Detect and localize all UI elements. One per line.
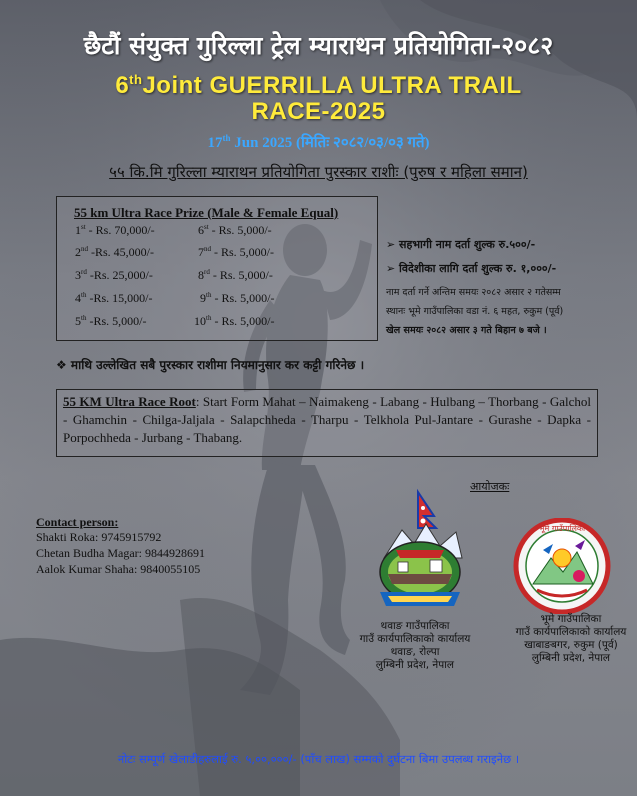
date-rest: Jun 2025 (मितिः २०८२/०३/०३ गते) [230,135,430,151]
bhume-organizer [486,613,637,665]
prize-rank-suffix: st [81,223,86,231]
prize-rank: 10 [194,314,206,328]
prize-right-4 [200,291,274,306]
date-day: 17 [207,135,223,151]
prize-right-5 [194,314,274,329]
prize-rank: 3 [75,268,81,282]
contact-person: Shakti Roka: 9745915792 [36,530,162,544]
prize-rank: 9 [200,291,206,305]
prize-left-1 [75,223,155,238]
prize-rank: 1 [75,223,81,237]
thawang-organizer [330,620,500,672]
contact-person: Aalok Kumar Shaha: 9840055105 [36,562,201,576]
prize-rank: 2 [75,245,81,259]
insurance-note: नोटः सम्पूर्ण खेलाडीहरुलाई रु. ५,००,०००/- (पाँच लाख) सम्मको दुर्घटना बिमा उपलब्ध गराइनेछ । [117,752,520,766]
prize-rank: 7 [198,245,204,259]
prize-amount: - Rs. 70,000/- [85,223,155,237]
prize-rank-suffix: st [204,223,209,231]
prize-left-4 [75,291,152,306]
thawang-line: लुम्बिनी प्रदेश, नेपाल [375,659,455,671]
thawang-municipality-logo [374,488,466,614]
venue: स्थानः भूमे गाउँपालिका वडा नं. ६ महत, रुकुम (पूर्व) [386,306,564,317]
prize-rank-suffix: rd [204,268,210,276]
bhume-line: खाबाङबगर, रुकुम (पूर्व) [524,639,618,651]
prize-amount: - Rs. 5,000/- [211,245,274,259]
race-time: खेल समयः २०८२ असार ३ गते बिहान ७ बजे । [386,325,547,336]
prize-amount: -Rs. 15,000/- [86,291,153,305]
bhume-line: गाउँ कार्यपालिकाको कार्यालय [515,626,627,638]
prize-rank-suffix: rd [81,268,87,276]
thawang-line: थवाङ, रोल्पा [390,646,440,658]
contact-title: Contact person: [36,515,119,529]
title-english-line1 [0,72,637,100]
prize-right-3 [198,268,273,283]
prize-left-3 [75,268,153,283]
route-stops: : Start Form Mahat – Naimakeng - Labang - Hulbang – Thorbang - Galchol - Ghamchin - Chilga-Jaljala - Salapchheda - Tharpu - Telkhola Pul-Jantare - Gurashe - Dapka - Porpochheda - Jurbang - Thabang. [63,394,591,445]
title-nepali: छैटौं संयुक्त गुरिल्ला ट्रेल म्याराथन प्रतियोगिता-२०८२ [83,31,554,60]
prize-rank-suffix: th [206,291,212,299]
title-ordinal-number: 6 [115,72,130,99]
participant-fee: ➢ सहभागी नाम दर्ता शुल्क रु.५००/- [386,238,536,251]
title-english-line2: RACE-2025 [251,98,386,125]
bhume-line: भूमे गाउँपालिका [540,613,602,625]
prize-right-1 [198,223,272,238]
prize-rank: 8 [198,268,204,282]
foreigner-fee: ➢ विदेशीका लागि दर्ता शुल्क रु. १,०००/- [386,262,557,275]
prize-amount: -Rs. 25,000/- [86,268,153,282]
prize-title: 55 km Ultra Race Prize (Male & Female Equal) [74,205,339,220]
prize-left-2 [75,245,154,260]
prize-amount: -Rs. 5,000/- [86,314,147,328]
prize-rank-suffix: th [206,314,212,322]
tax-deduction-note: ❖ माथि उल्लेखित सबै पुरस्कार राशीमा नियमानुसार कर कट्टी गरिनेछ । [56,358,365,372]
prize-left-5 [75,314,146,329]
registration-deadline: नाम दर्ता गर्ने अन्तिम समयः २०८२ असार २ गतेसम्म [386,287,561,298]
prize-heading-nepali: ५५ कि.मि गुरिल्ला म्याराथन प्रतियोगिता पुरस्कार राशीः (पुरुष र महिला समान) [109,163,528,181]
event-date [0,132,637,152]
bhume-line: लुम्बिनी प्रदेश, नेपाल [531,652,611,664]
thawang-line: थवाङ गाउँपालिका [380,620,450,632]
organizer-label: आयोजकः [470,480,510,493]
prize-amount: - Rs. 5,000/- [208,223,272,237]
prize-amount: - Rs. 5,000/- [211,291,275,305]
prize-rank: 5 [75,314,81,328]
title-ordinal-suffix: th [129,72,143,87]
prize-right-2 [198,245,274,260]
route-label: 55 KM Ultra Race Root [63,394,196,409]
bhume-logo-text: भूमे गाउँपालिका [538,524,586,533]
route-description [63,393,591,447]
prize-amount: - Rs. 5,000/- [209,268,273,282]
bhume-municipality-logo [513,518,611,614]
thawang-line: गाउँ कार्यपालिकाको कार्यालय [359,633,471,645]
prize-rank-suffix: nd [81,245,88,253]
prize-rank-suffix: th [81,314,87,322]
prize-rank: 6 [198,223,204,237]
date-day-suffix: th [222,133,231,143]
prize-rank-suffix: th [81,291,87,299]
contact-person: Chetan Budha Magar: 9844928691 [36,546,205,560]
prize-rank-suffix: nd [204,245,211,253]
prize-amount: -Rs. 45,000/- [88,245,154,259]
title-english-text: Joint GUERRILLA ULTRA TRAIL [142,72,522,99]
prize-rank: 4 [75,291,81,305]
prize-amount: - Rs. 5,000/- [211,314,275,328]
